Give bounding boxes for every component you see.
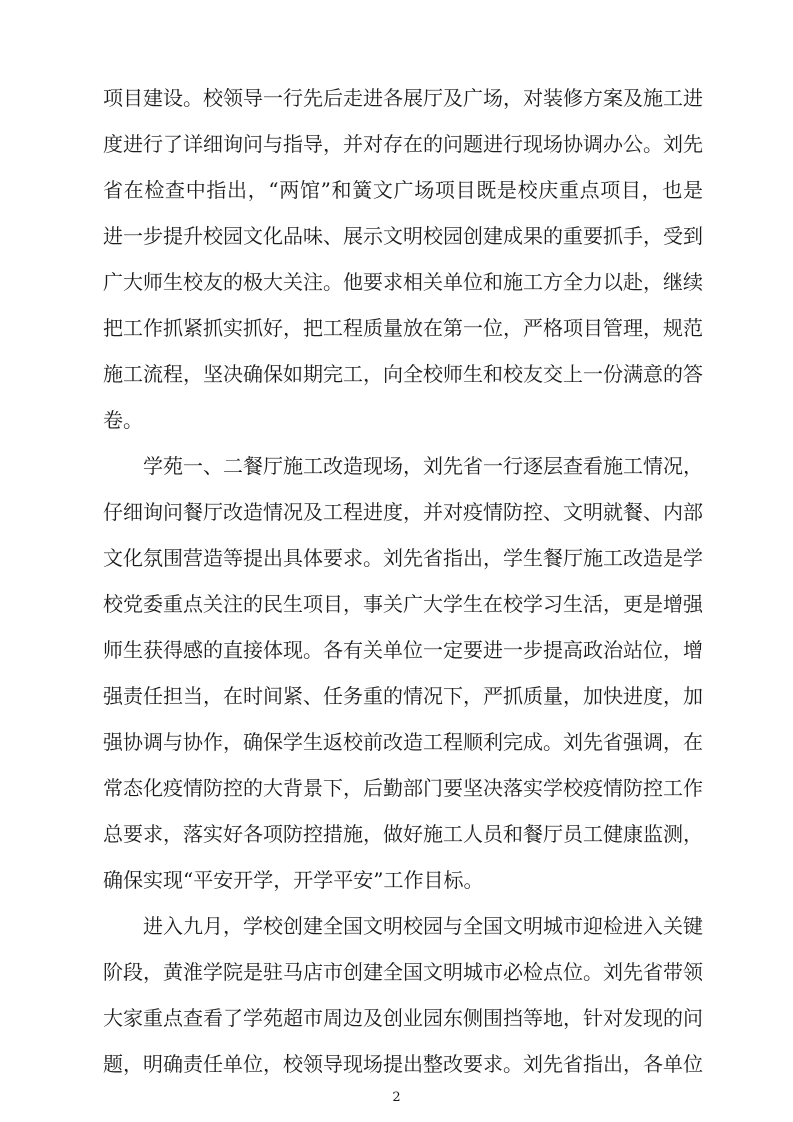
paragraph-2-line-10: 确保实现“平安开学，开学平安”工作目标。 <box>103 868 484 892</box>
paragraph-1-line-6: 把工作抓紧抓实抓好，把工程质量放在第一位，严格项目管理，规范 <box>103 316 703 340</box>
paragraph-2-line-3: 文化氛围营造等提出具体要求。刘先省指出，学生餐厅施工改造是学 <box>103 546 703 570</box>
paragraph-1-line-5: 广大师生校友的极大关注。他要求相关单位和施工方全力以赴，继续 <box>103 270 703 294</box>
paragraph-2-line-5: 师生获得感的直接体现。各有关单位一定要进一步提高政治站位，增 <box>103 638 703 662</box>
paragraph-1-line-7: 施工流程，坚决确保如期完工，向全校师生和校友交上一份满意的答 <box>103 362 703 386</box>
paragraph-2-line-9: 总要求，落实好各项防控措施，做好施工人员和餐厅员工健康监测， <box>103 822 703 846</box>
paragraph-1-line-1: 项目建设。校领导一行先后走进各展厅及广场，对装修方案及施工进 <box>103 86 703 110</box>
paragraph-2-line-1: 学苑一、二餐厅施工改造现场，刘先省一行逐层查看施工情况， <box>143 454 703 478</box>
paragraph-1-line-3: 省在检查中指出，“两馆”和簧文广场项目既是校庆重点项目，也是 <box>103 178 703 202</box>
paragraph-3-line-1: 进入九月，学校创建全国文明校园与全国文明城市迎检进入关键 <box>143 914 703 938</box>
paragraph-3-line-4: 题，明确责任单位，校领导现场提出整改要求。刘先省指出，各单位 <box>103 1052 703 1076</box>
paragraph-2-line-7: 强协调与协作，确保学生返校前改造工程顺利完成。刘先省强调，在 <box>103 730 703 754</box>
paragraph-1-line-4: 进一步提升校园文化品味、展示文明校园创建成果的重要抓手，受到 <box>103 224 703 248</box>
page-number: 2 <box>392 1090 401 1105</box>
paragraph-3-line-3: 大家重点查看了学苑超市周边及创业园东侧围挡等地，针对发现的问 <box>103 1006 703 1030</box>
paragraph-2-line-4: 校党委重点关注的民生项目，事关广大学生在校学习生活，更是增强 <box>103 592 703 616</box>
paragraph-1-line-2: 度进行了详细询问与指导，并对存在的问题进行现场协调办公。刘先 <box>103 132 703 156</box>
paragraph-2-line-8: 常态化疫情防控的大背景下，后勤部门要坚决落实学校疫情防控工作 <box>103 776 703 800</box>
paragraph-2-line-2: 仔细询问餐厅改造情况及工程进度，并对疫情防控、文明就餐、内部 <box>103 500 703 524</box>
paragraph-1-line-8: 卷。 <box>103 408 143 432</box>
paragraph-2-line-6: 强责任担当，在时间紧、任务重的情况下，严抓质量，加快进度，加 <box>103 684 703 708</box>
paragraph-3-line-2: 阶段，黄淮学院是驻马店市创建全国文明城市必检点位。刘先省带领 <box>103 960 703 984</box>
